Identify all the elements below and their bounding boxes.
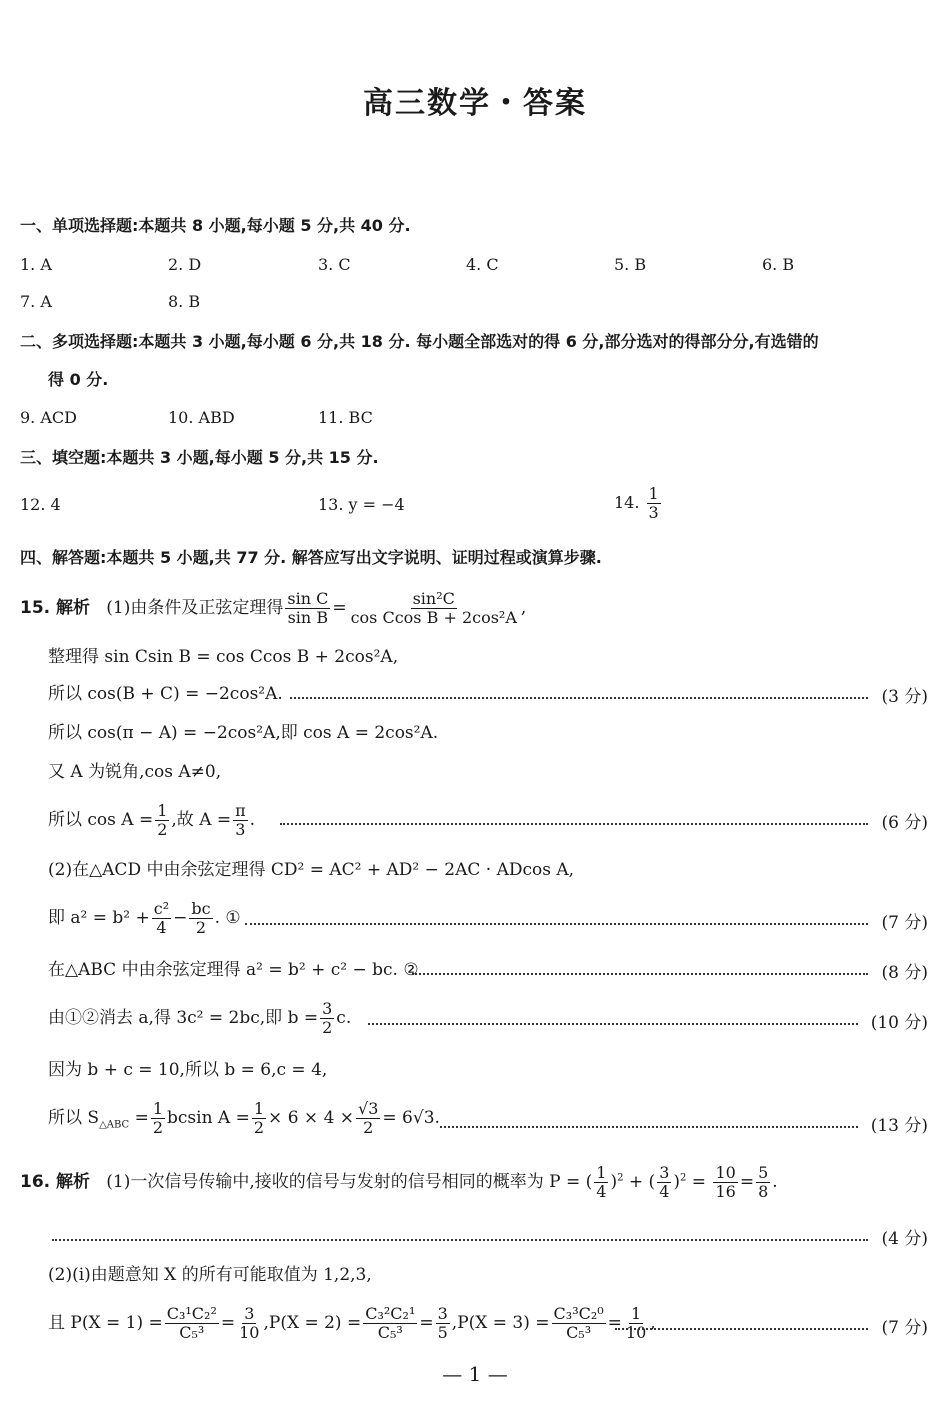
q15-line1: 15. 解析 (1)由条件及正弦定理得 $\frac{\text{sin C}}{\text{sin B}}$ = $\frac{\text{sin²C}}{\text{cos Ccos B + 2cos²A}}$ , bbox=[20, 589, 527, 627]
q16-line2: (2)(ⅰ)由题意知 X 的所有可能取值为 1,2,3, bbox=[48, 1265, 372, 1285]
answer-4: 4. C bbox=[466, 255, 499, 274]
q15-line10: 由①②消去 a,得 3c² = 2bc,即 b = $\frac{3}{2}$ c. bbox=[48, 999, 352, 1037]
dot-leader bbox=[615, 1328, 868, 1330]
answer-14: 14. $\frac{1}{3}$ bbox=[614, 484, 659, 522]
q15-line12: 所以 $S_{\triangle ABC}$ = $\frac{1}{2}$ bcsin A = $\frac{1}{2}$ × 6 × 4 × $\frac{√3}{2}$ = 6√3. bbox=[48, 1099, 440, 1137]
answer-8: 8. B bbox=[168, 292, 201, 311]
q16-line3: 且 P(X = 1) = $\frac{\text{C₃¹C₂²}}{\text{C₅³}}$ = $\frac{3}{10}$ ,P(X = 2) = $\frac{\text{C₃²C₂¹}}{\text{C₅³}}$ = $\frac{3}{5}$ ,P(X = 3) = $\frac{\text{C₃³C₂⁰}}{\text{C₅³}}$ = $\frac{1}{10}$ , bbox=[48, 1304, 656, 1342]
answer-1: 1. A bbox=[20, 255, 52, 274]
q15-line3: 所以 cos(B + C) = −2cos²A. bbox=[48, 684, 283, 704]
dot-leader bbox=[280, 823, 868, 825]
answer-10: 10. ABD bbox=[168, 408, 235, 427]
answer-12: 12. 4 bbox=[20, 495, 61, 514]
section1-heading: 一、单项选择题:本题共 8 小题,每小题 5 分,共 40 分. bbox=[20, 216, 411, 235]
score-10: (10 分) bbox=[870, 1013, 928, 1033]
q15-line6: 所以 cos A = $\frac{1}{2}$ ,故 A = $\frac{\pi}{3}$ . bbox=[48, 801, 256, 839]
answer-5: 5. B bbox=[614, 255, 647, 274]
answer-14-fraction: $\frac{1}{3}$ bbox=[648, 484, 659, 522]
section3-heading: 三、填空题:本题共 3 小题,每小题 5 分,共 15 分. bbox=[20, 448, 379, 467]
score-3: (3 分) bbox=[881, 687, 928, 707]
score-7b: (7 分) bbox=[881, 1318, 928, 1338]
section4-heading: 四、解答题:本题共 5 小题,共 77 分. 解答应写出文字说明、证明过程或演算步骤. bbox=[20, 548, 602, 567]
q15-line5: 又 A 为锐角,cos A≠0, bbox=[48, 762, 222, 782]
q16-line1: 16. 解析 (1)一次信号传输中,接收的信号与发射的信号相同的概率为 P = ( $\frac{1}{4}$ )$^2$ + ( $\frac{3}{4}$ )$^2$ = $\frac{10}{16}$ = $\frac{5}{8}$ . bbox=[20, 1163, 778, 1201]
dot-leader bbox=[412, 973, 868, 975]
dot-leader bbox=[368, 1023, 858, 1025]
q15-line9: 在△ABC 中由余弦定理得 a² = b² + c² − bc. ② bbox=[48, 960, 419, 980]
score-8: (8 分) bbox=[881, 963, 928, 983]
dot-leader bbox=[290, 697, 868, 699]
page-number: — 1 — bbox=[442, 1362, 508, 1386]
dot-leader bbox=[245, 923, 868, 925]
page-title: 高三数学・答案 bbox=[363, 86, 587, 121]
answer-3: 3. C bbox=[318, 255, 351, 274]
q15-line7: (2)在△ACD 中由余弦定理得 CD² = AC² + AD² − 2AC · ADcos A, bbox=[48, 860, 575, 880]
q15-line4: 所以 cos(π − A) = −2cos²A,即 cos A = 2cos²A. bbox=[48, 723, 439, 743]
answer-11: 11. BC bbox=[318, 408, 373, 427]
section2-heading: 二、多项选择题:本题共 3 小题,每小题 6 分,共 18 分. 每小题全部选对的得 6 分,部分选对的得部分分,有选错的 bbox=[20, 332, 819, 351]
answer-6: 6. B bbox=[762, 255, 795, 274]
answer-13: 13. y = −4 bbox=[318, 495, 405, 514]
dot-leader bbox=[52, 1239, 868, 1241]
answer-2: 2. D bbox=[168, 255, 202, 274]
score-4: (4 分) bbox=[881, 1229, 928, 1249]
answer-9: 9. ACD bbox=[20, 408, 77, 427]
score-6: (6 分) bbox=[881, 813, 928, 833]
dot-leader bbox=[440, 1126, 858, 1128]
section2-heading-cont: 得 0 分. bbox=[48, 370, 109, 389]
score-13: (13 分) bbox=[870, 1116, 928, 1136]
q15-line8: 即 a² = b² + $\frac{\text{c²}}{4}$ − $\frac{bc}{2}$ . ① bbox=[48, 899, 241, 937]
score-7: (7 分) bbox=[881, 913, 928, 933]
q15-line11: 因为 b + c = 10,所以 b = 6,c = 4, bbox=[48, 1060, 328, 1080]
answer-7: 7. A bbox=[20, 292, 52, 311]
q15-line2: 整理得 sin Csin B = cos Ccos B + 2cos²A, bbox=[48, 647, 399, 667]
